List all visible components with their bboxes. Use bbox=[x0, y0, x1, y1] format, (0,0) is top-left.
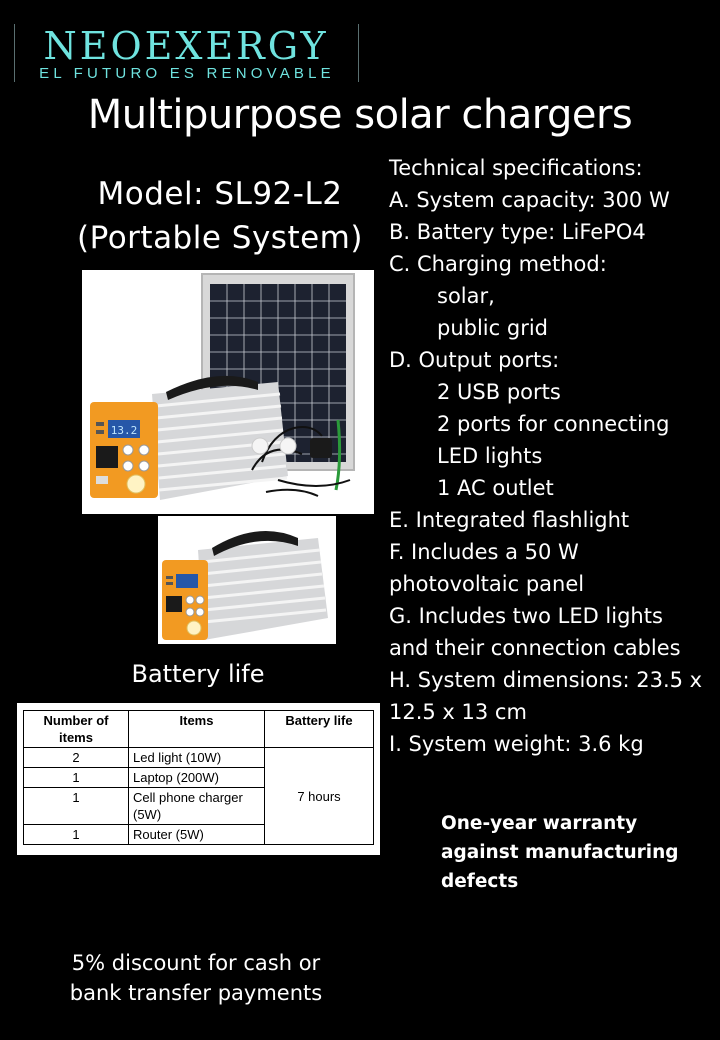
spec-a: A. System capacity: 300 W bbox=[389, 188, 670, 212]
spec-f: F. Includes a 50 W bbox=[389, 540, 579, 564]
page-title: Multipurpose solar chargers bbox=[87, 92, 633, 138]
discount-note bbox=[40, 948, 352, 1008]
warranty-note bbox=[441, 809, 711, 896]
spec-d-ac: 1 AC outlet bbox=[437, 476, 554, 500]
discount-line: bank transfer payments bbox=[69, 981, 323, 1005]
spec-f-cont: photovoltaic panel bbox=[389, 572, 585, 596]
table-header-row bbox=[24, 711, 374, 748]
warranty-line: defects bbox=[441, 871, 519, 892]
discount-line: 5% discount for cash or bbox=[71, 951, 321, 975]
row-count: 1 bbox=[24, 788, 129, 825]
spec-i: I. System weight: 3.6 kg bbox=[389, 732, 644, 756]
row-item: Led light (10W) bbox=[129, 748, 265, 768]
spec-b: B. Battery type: LiFePO4 bbox=[389, 220, 646, 244]
device-display-reading: 13.2 bbox=[110, 424, 138, 437]
spec-g: G. Includes two LED lights bbox=[389, 604, 663, 628]
spec-e: E. Integrated flashlight bbox=[389, 508, 630, 532]
battery-life-table bbox=[17, 703, 380, 855]
warranty-line: against manufacturing bbox=[441, 842, 679, 863]
spec-h: H. System dimensions: 23.5 x bbox=[389, 668, 703, 692]
table-row bbox=[24, 748, 374, 768]
battery-life-title: Battery life bbox=[131, 660, 265, 688]
row-count: 2 bbox=[24, 748, 129, 768]
header-count: Number of items bbox=[24, 711, 129, 748]
row-count: 1 bbox=[24, 825, 129, 845]
spec-c-grid: public grid bbox=[437, 316, 548, 340]
header-battery-life: Battery life bbox=[265, 711, 374, 748]
technical-specifications bbox=[389, 152, 715, 760]
brand-name: NEOEXERGY bbox=[43, 24, 329, 68]
power-station-illustration bbox=[158, 516, 336, 644]
header-items: Items bbox=[129, 711, 265, 748]
spec-d-usb: 2 USB ports bbox=[437, 380, 561, 404]
model-heading bbox=[40, 172, 400, 260]
solar-kit-illustration bbox=[82, 270, 374, 514]
battery-duration: 7 hours bbox=[265, 748, 374, 845]
spec-c-solar: solar, bbox=[437, 284, 495, 308]
product-photo-unit bbox=[158, 516, 336, 644]
row-item: Router (5W) bbox=[129, 825, 265, 845]
product-photo-kit bbox=[82, 270, 374, 514]
warranty-line: One-year warranty bbox=[441, 813, 638, 834]
spec-c: C. Charging method: bbox=[389, 252, 607, 276]
spec-h-cont: 12.5 x 13 cm bbox=[389, 700, 527, 724]
spec-d-led-ports: 2 ports for connecting bbox=[437, 412, 670, 436]
brand-logo bbox=[14, 24, 360, 86]
row-count: 1 bbox=[24, 768, 129, 788]
specs-heading: Technical specifications: bbox=[389, 156, 643, 180]
spec-d-led-ports-cont: LED lights bbox=[437, 444, 543, 468]
row-item: Cell phone charger (5W) bbox=[129, 788, 265, 825]
brand-tagline: EL FUTURO ES RENOVABLE bbox=[39, 65, 335, 82]
model-name: Model: SL92-L2 bbox=[97, 176, 343, 212]
model-subtitle: (Portable System) bbox=[77, 220, 363, 256]
spec-d: D. Output ports: bbox=[389, 348, 560, 372]
row-item: Laptop (200W) bbox=[129, 768, 265, 788]
spec-g-cont: and their connection cables bbox=[389, 636, 681, 660]
